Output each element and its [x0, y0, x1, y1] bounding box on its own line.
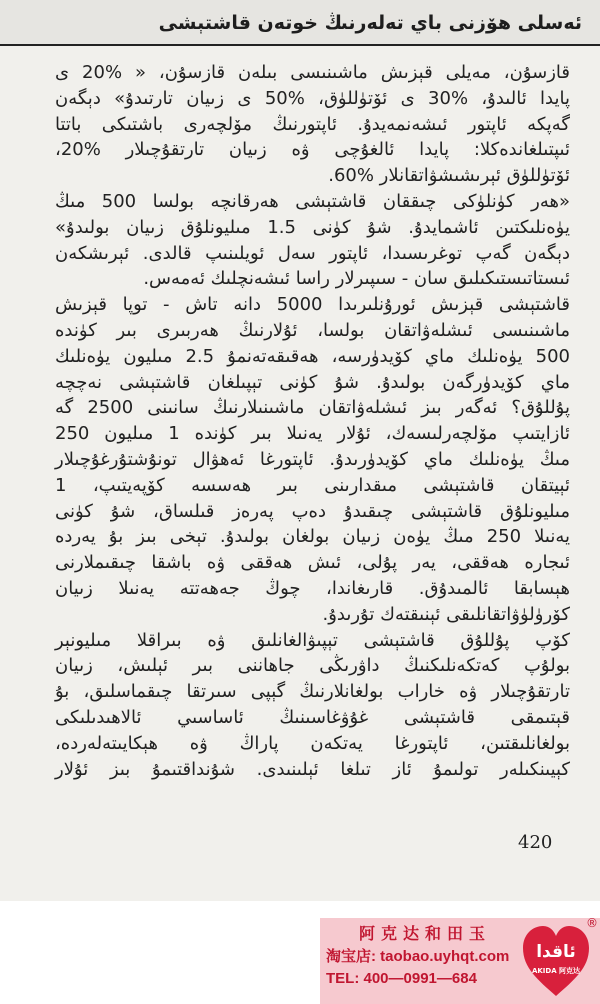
text-line: يۈەنلىكتىن ئاشمايدۇ. شۇ كۈنى 1.5 مىليونلۇق زىيان بولىدۇ»: [55, 216, 570, 238]
text-line: كۆپ پۇللۇق قاشتېشى تېپىۋالغانلىق ۋە بىراقلا مىليونېر: [55, 629, 570, 651]
text-line: قېتىمقى قاشتېشى غۇۋغاسىنىڭ ئاساسىي ئالاھىدىلىكى: [55, 706, 570, 728]
text-line: قاشتېشى قېزىش ئورۇنلىرىدا 5000 دانە تاش - توپا قېزىش: [55, 294, 570, 316]
banner-title: 阿克达和田玉: [358, 926, 491, 943]
text-line: قازسۇن، مەيلى قېزىش ماشىنىسى بىلەن قازسۇن، « %20 ى: [55, 62, 570, 83]
text-line: كۆرۈلۈۋاتقانلىقى ئېنىقتەك تۇرىدۇ.: [322, 603, 570, 625]
banner-store-line: 淘宝店: taobao.uyhqt.com: [326, 948, 510, 965]
logo-subtext: AKIDA 阿克达: [531, 967, 581, 975]
text-line: ئۆتۈللۈق ئېرىشىشۋاتقانلار %60.: [328, 165, 570, 187]
text-line: تارتقۇچىلار ۋە خاراب بولغانلارنىڭ گېپى سىرتقا چىقماسلىق، بۇ: [55, 681, 570, 703]
shop-banner: [320, 918, 600, 1004]
text-line: پايدا ئالىدۇ، %30 ى ئۆتۈللۈق، %50 ى زىيان تارتىدۇ» دېگەن: [55, 87, 570, 109]
running-head: ئەسلى ھۆزنى باي تەلەرنىڭ خوتەن قاشتېشى: [158, 12, 582, 34]
text-line: يەنىلا 250 مىڭ يۈەن زىيان بولغان بولىدۇ. تېخى بىز بۇ يەردە: [55, 526, 570, 548]
text-line: ماي كۆيدۈرگەن بولىدۇ. شۇ كۈنى تېپىلغان قاشتېشى نەچچە: [55, 371, 570, 393]
text-line: ئازايتىپ مۆلچەرلىسەك، ئۇلار يەنىلا بىر كۈندە 1 مىليون 250: [55, 423, 570, 445]
text-line: ماشىنىسى ئىشلەۋاتقان بولسا، ئۇلارنىڭ ھەربىرى بىر كۈندە: [55, 319, 570, 341]
body-text: [25, 60, 600, 840]
banner-tel-line: TEL: 400—0991—684: [326, 970, 477, 987]
text-line: پۇللۇق؟ ئەگەر بىز ئىشلەۋاتقان ماشىنىلارنىڭ سانىنى 2500 گە: [55, 397, 570, 419]
text-line: گەپكە ئاپتور ئىشەنمەيدۇ. ئاپتورنىڭ مۆلچەرى باشتىكى باتتا: [55, 113, 570, 135]
text-line: «ھەر كۈنلۈكى چىققان قاشتېشى ھەرقانچە بولسا 500 مىڭ: [55, 190, 570, 212]
header-band: [0, 0, 600, 46]
text-line: دېگەن گەپ توغرىسىدا، ئاپتور سەل ئويلىنىپ قالدى. ئېرىشكەن: [55, 242, 570, 264]
text-line: بولغانلىقتىن، ئاپتورغا يەتكەن پاراڭ ۋە ھېكايىتەلەردە،: [55, 732, 570, 754]
text-line: مىليونلۇق قاشتېشى چىقىدۇ دەپ پەرەز قىلساق، شۇ كۈنى: [55, 500, 570, 522]
logo-text: ئاقدا: [536, 942, 576, 962]
text-line: 500 يۈەنلىك ماي كۆيدۈرسە، ھەقىقەتەنمۇ 2.5 مىليون يۈەنلىك: [55, 345, 570, 367]
banner-text-block: [326, 924, 524, 990]
text-line: ئېيتقان قاشتېشى مىقدارىنى بىر ھەسسە كۆپەيتىپ، 1: [55, 474, 570, 496]
text-line: كېيىنكىلەر تولىمۇ ئاز تىلغا ئېلىنىدى. شۇنداقتىمۇ بىز ئۇلار: [55, 758, 570, 780]
text-line: بولۇپ كەتكەنلىكنىڭ داۋرىڭى جاھاننى بىر ئېلىش، زىيان: [55, 655, 570, 677]
text-line: ئىپتىلغاندەكلا: پايدا ئالغۇچى ۋە زىيان تارتقۇچىلار %20،: [55, 139, 570, 161]
text-line: ھېسابقا ئالمىدۇق. قارىغاندا، چوڭ جەھەتتە يەنىلا زىيان: [55, 577, 570, 599]
heart-logo-icon: [520, 922, 592, 1000]
text-line: ئىجارە ھەققى، يەر پۇلى، ئىش ھەققى ۋە باشقا چىقىملارنى: [55, 552, 570, 574]
page-number: 420: [518, 832, 553, 853]
text-line: مىڭ يۈەنلىك ماي كۆيدۈرىدۇ. ئاپتورغا ئەھۋال تونۇشتۇرغۇچىلار: [55, 448, 570, 470]
registered-mark-icon: ®: [586, 916, 598, 930]
text-line: ئىستاتىستىكىلىق سان - سىپىرلار راسا ئىشەنچلىك ئەمەس.: [143, 268, 570, 290]
